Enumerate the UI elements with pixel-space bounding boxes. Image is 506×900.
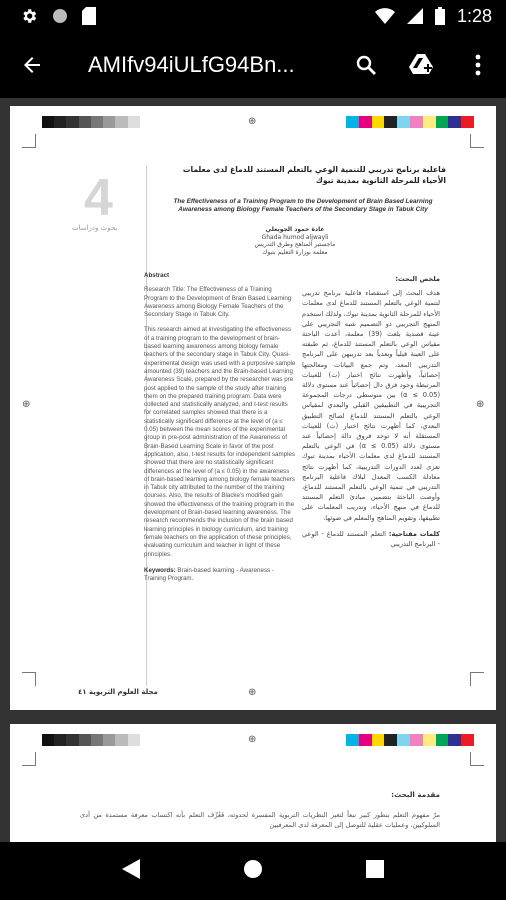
- crop-mark: [22, 134, 36, 148]
- navigation-bar: [0, 842, 506, 900]
- color-swatch: [372, 734, 385, 746]
- introduction-heading: مقدمة البحث:: [391, 790, 440, 799]
- abstract-body: This research aimed at investigating the effectiveness of a training program to the development of brain-based learning awareness among biology female teachers of the secondary stage in Tabuk City. Quasi-experimental design was used with a purposive sample amounted (39) teachers and the Brain-based Learning Awareness Scale, prepared by the researcher was pre post applied to the sample of the study after training them on the prepared training program. Data were collected and statistically analyzed, and t-test results for correlated samples showed that there is a statistically significant difference at the level of (a ≤ 0.05) between the mean scores of the experimental group in pre-post administration of the Awareness of Brain-Based Learning Scale in favor of the post application, also, t-test results for independent samples showed that there are no statistically significant differences at the level of (a ≤ 0.05) in the awareness of brain-based learning among biology female teachers in Tabuk city attributed to the number of the training courses. Also, the results of Blacke's modified gain showed the effectiveness of the training program in the development of Brain-based learning awareness. The research recommends the inclusion of the brain based learning principles in biology curriculum, and training female teachers on the application of these principles, evaluating curriculum and teacher in light of these principles.: [144, 326, 296, 558]
- grayscale-bar: [42, 116, 152, 128]
- circle-icon: [52, 8, 68, 24]
- introduction-text: مرّ مفهوم التعلم بتطور كبير تبعاً لتغير النظريات التربوية المفسرة لحدوثه، فَعُرِّف التعلم بأنه اكتساب معرفة مستمدة من أدى السلوكيين، وعمليات عقلية للتوصل إلى المعرفة لدى المعرفيين: [80, 811, 440, 829]
- color-bar: [346, 734, 474, 746]
- keywords: [144, 567, 296, 584]
- status-bar: [0, 0, 506, 32]
- color-swatch: [397, 116, 410, 128]
- registration-mark-icon: ⊕: [476, 399, 485, 410]
- author-block: [240, 226, 350, 256]
- sd-card-icon: [82, 7, 96, 25]
- color-swatch: [436, 734, 449, 746]
- nav-home-button[interactable]: [243, 859, 263, 883]
- color-swatch: [436, 116, 449, 128]
- home-circle-icon: [243, 859, 263, 879]
- color-swatch: [346, 734, 359, 746]
- recents-square-icon: [366, 860, 384, 878]
- document-title: AMIfv94iULfG94Bn...: [88, 52, 295, 77]
- summary-column: [302, 274, 440, 549]
- color-swatch: [423, 734, 436, 746]
- author-name-en: Ghada humod aljwayli: [261, 233, 329, 241]
- color-bar: [346, 116, 474, 128]
- search-button[interactable]: [342, 41, 390, 89]
- color-swatch: [461, 734, 474, 746]
- color-swatch: [397, 734, 410, 746]
- color-swatch: [359, 116, 372, 128]
- section-number: 4: [84, 169, 113, 227]
- more-vert-icon: [475, 54, 481, 76]
- grayscale-bar: [42, 734, 152, 746]
- color-swatch: [423, 116, 436, 128]
- add-to-drive-button[interactable]: [398, 41, 446, 89]
- search-icon: [354, 53, 378, 77]
- color-swatch: [384, 734, 397, 746]
- color-swatch: [346, 116, 359, 128]
- back-triangle-icon: [122, 859, 140, 879]
- crop-mark: [22, 672, 36, 686]
- registration-mark-icon: ⊕: [22, 399, 31, 410]
- section-label: بحوث ودراسات: [72, 224, 118, 232]
- back-button[interactable]: [0, 32, 64, 98]
- keywords-ar-label: كلمات مفتاحية:: [388, 529, 440, 538]
- abstract-column: [144, 272, 296, 583]
- registration-mark-icon: ⊕: [248, 687, 257, 698]
- color-swatch: [461, 116, 474, 128]
- summary-heading: ملخص البحث:: [395, 275, 440, 283]
- color-swatch: [384, 116, 397, 128]
- color-swatch: [448, 734, 461, 746]
- back-arrow-icon: [20, 53, 44, 77]
- title-arabic: فاعلية برنامج تدريبي للتنمية الوعي بالتعلم المستند للدماغ لدى معلمات الأحياء للمرحلة الثانوية بمدينة تبوك: [182, 165, 446, 185]
- more-options-button[interactable]: [454, 41, 502, 89]
- registration-mark-icon: ⊕: [248, 734, 257, 745]
- title-english: The Effectiveness of a Training Program to the Development of Brain Based Learning Awareness among Biology Female Teachers of the Secondary Stage in Tabuk City: [173, 198, 433, 213]
- author-role: ماجستير المناهج وطرق التدريس: [254, 241, 336, 249]
- keywords-label: Keywords:: [144, 566, 176, 574]
- author-name-ar: غادة حمود الجويعلي: [265, 226, 325, 233]
- color-swatch: [410, 116, 423, 128]
- color-swatch: [410, 734, 423, 746]
- color-swatch: [359, 734, 372, 746]
- crop-mark: [470, 752, 484, 766]
- crop-mark: [22, 752, 36, 766]
- nav-recents-button[interactable]: [366, 860, 384, 882]
- app-bar: [0, 32, 506, 98]
- keywords-text: Brain-based learning - Awareness - Training Program.: [144, 566, 274, 583]
- document-page: [10, 106, 496, 710]
- journal-footer: مجلة العلوم التربوية ٤١: [78, 688, 158, 696]
- crop-mark: [470, 134, 484, 148]
- keywords-arabic: [302, 529, 440, 549]
- registration-mark-icon: ⊕: [248, 116, 257, 127]
- color-swatch: [448, 116, 461, 128]
- signal-icon: [407, 8, 423, 24]
- color-swatch: [372, 116, 385, 128]
- keywords-ar-text: التعلم المستند للدماغ - الوعي - البرنامج التدريبي: [302, 529, 440, 549]
- abstract-heading: Abstract: [144, 272, 170, 279]
- author-org: معلمة بوزارة التعليم بتبوك: [262, 248, 328, 256]
- wifi-icon: [375, 8, 395, 24]
- drive-add-icon: [409, 53, 435, 77]
- abstract-title-paragraph: Research Title: The Effectiveness of a Training Program to the Development of Brain Based Learning Awareness among Biology Female Teachers of the Secondary Stage in Tabuk City.: [144, 286, 292, 319]
- crop-mark: [470, 672, 484, 686]
- battery-icon: [435, 7, 445, 25]
- document-viewer[interactable]: [0, 98, 506, 842]
- nav-back-button[interactable]: [122, 859, 140, 883]
- clock: 1:28: [456, 5, 492, 26]
- document-page: [10, 724, 496, 842]
- summary-text: هدف البحث إلى استقصاء فاعلية برنامج تدريبي لتنمية الوعي بالتعلم المستند للدماغ لدى معلمات الأحياء للمرحلة الثانوية بمدينة تبوك، ولذلك استخدم المنهج التجريبي ذو التصميم شبه التجريبي على عينة قصدية بلغت (39) معلمة، أعدت الباحثة مقياس الوعي بالتعلم المستند للدماغ، ثم طبقته على العينة قبلياً وبعدياً بعد تدريبهن على البرنامج التدريبي المعد، وتم جمع البيانات ومعالجتها إحصائياً، وأظهرت نتائج اختبار (ت) للعينات المرتبطة وجود فرق دال إحصائياً عند مستوى دلالة (0.05 ≥ α) بين متوسطي درجات المجموعة التجريبية في التطبيقين القبلي والبعدي لمقياس الوعي بالتعلم المستند للدماغ لصالح التطبيق البعدي، كما أظهرت نتائج اختبار (ت) للعينات المستقلة أنه لا توجد فروق دالة إحصائياً عند مستوى دلالة (0.05 ≥ α) في الوعي بالتعلم المستند للدماغ لدى معلمات الأحياء بمدينة تبوك تعزى لعدد الدورات التدريبية، كما أظهرت نتائج معادلة الكسب المعدل لبلاك فاعلية البرنامج التدريبي في تنمية الوعي بالتعلم المستند للدماغ، وأوصت الباحثة بتضمين مبادئ التعلم المستند للدماغ في منهج الأحياء، وتدريب المعلمات على تطبيقها، وتقويم المناهج والمعلم في ضوئها.: [302, 289, 441, 522]
- gear-icon: [20, 7, 38, 25]
